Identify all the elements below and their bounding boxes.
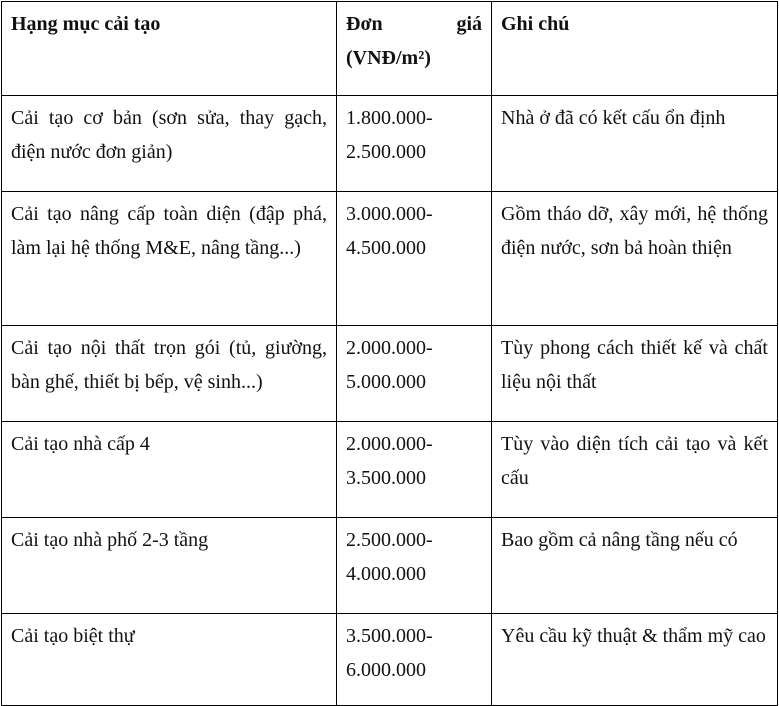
table-row	[2, 96, 778, 192]
cell-note: Tùy phong cách thiết kế và chất liệu nội thất	[492, 326, 778, 422]
cell-price: 2.000.000-3.500.000	[337, 422, 492, 518]
cell-note: Yêu cầu kỹ thuật & thẩm mỹ cao	[492, 614, 778, 706]
cell-item: Cải tạo nhà phố 2-3 tầng	[2, 518, 337, 614]
table-row	[2, 614, 778, 706]
header-price	[337, 2, 492, 96]
table-row	[2, 518, 778, 614]
table-row	[2, 326, 778, 422]
cell-price: 3.500.000-6.000.000	[337, 614, 492, 706]
cell-price: 2.000.000-5.000.000	[337, 326, 492, 422]
renovation-price-table	[1, 1, 778, 706]
cell-price: 2.500.000-4.000.000	[337, 518, 492, 614]
table-header-row	[2, 2, 778, 96]
cell-note: Nhà ở đã có kết cấu ổn định	[492, 96, 778, 192]
cell-item: Cải tạo nâng cấp toàn diện (đập phá, làm lại hệ thống M&E, nâng tầng...)	[2, 192, 337, 326]
cell-item: Cải tạo biệt thự	[2, 614, 337, 706]
cell-price: 3.000.000-4.500.000	[337, 192, 492, 326]
header-note: Ghi chú	[492, 2, 778, 96]
cell-item: Cải tạo cơ bản (sơn sửa, thay gạch, điện nước đơn giản)	[2, 96, 337, 192]
header-price-label: Đơn giá (VNĐ/m²)	[346, 13, 482, 69]
cell-price: 1.800.000-2.500.000	[337, 96, 492, 192]
cell-item: Cải tạo nội thất trọn gói (tủ, giường, bàn ghế, thiết bị bếp, vệ sinh...)	[2, 326, 337, 422]
cell-item: Cải tạo nhà cấp 4	[2, 422, 337, 518]
table-row	[2, 192, 778, 326]
table-row	[2, 422, 778, 518]
cell-note: Gồm tháo dỡ, xây mới, hệ thống điện nước, sơn bả hoàn thiện	[492, 192, 778, 326]
cell-note: Bao gồm cả nâng tầng nếu có	[492, 518, 778, 614]
cell-note: Tùy vào diện tích cải tạo và kết cấu	[492, 422, 778, 518]
header-item: Hạng mục cải tạo	[2, 2, 337, 96]
